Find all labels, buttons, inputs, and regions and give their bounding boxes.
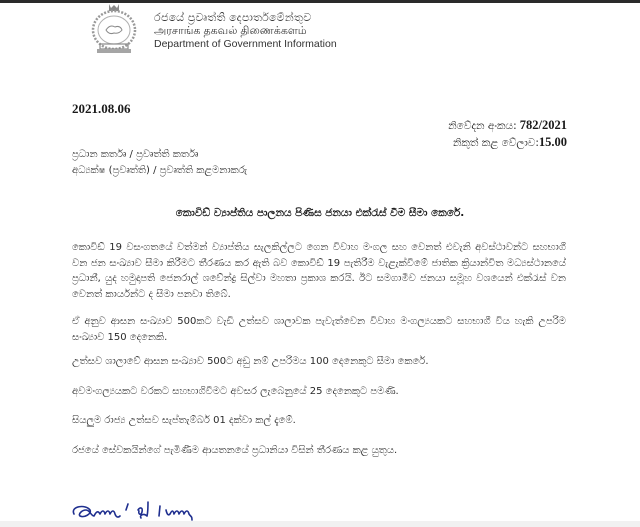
body-paragraph: කොවිඩ් 19 වසංගතයේ වත්මන් ව්‍යාප්තිය සැලකිල්ලට ගෙන විවාහ මංගල සහ වෙනත් එවැනි අවස්ථාවන්ට සහභාගී වන ජන සංඛ්‍යාව සීමා කිරීමට තීරණය කර ඇති බව කොවිඩ් 19 පැතිරීම වැළැක්වීමේ ජාතික ක්‍රියාන්විත මධ්‍යස්ථානයේ ප්‍රධානී, යුද හමුදාපති ජෙනරාල් ශවේන්ද්‍ර සිල්වා මහතා ප්‍රකාශ කරයි. ඊට සමගාමීව ජනයා සමූහ වශයෙන් එක්රැස් වන වෙනත් කාර්යන්ට ද සීමා පනවා තිබේ. [72, 242, 566, 300]
release-date: 2021.08.06 [72, 101, 131, 116]
body-paragraph: උත්සව ශාලාවේ ආසන සංඛ්‍යාව 500ට අඩු නම් උපරිමය 100 දෙනෙකුට සීමා කෙරේ. [72, 356, 429, 367]
letterhead [88, 2, 388, 58]
document-body [72, 240, 566, 472]
body-paragraph: සියලුම රාජ්‍ය උත්සව සැප්තැම්බර් 01 දක්වා කල් දැමේ. [72, 415, 296, 426]
scan-edge [0, 521, 640, 527]
addressee-line: ප්‍රධාන කර්තෘ / ප්‍රවෘත්ති කර්තෘ [72, 149, 199, 160]
body-paragraph: අවමංගල්‍යයකට වරකට සහභාගිවීමට අවසර ලැබෙනුයේ 25 දෙනෙකුට පමණි. [72, 385, 399, 397]
release-time-line [448, 134, 567, 151]
body-paragraph: රජයේ සේවකයින්ගේ පැමිණීම ආයතනයේ ප්‍රධානියා විසින් තීරණය කළ යුතුය. [72, 444, 398, 456]
release-number-value: 782/2021 [519, 118, 567, 132]
release-number-line [448, 117, 567, 134]
dept-name-sinhala: රජයේ ප්‍රවෘත්ති දෙපාර්තමේන්තුව [154, 12, 312, 24]
addressee-line: අධ්‍යක්ෂ (ප්‍රවෘත්ති) / ප්‍රවෘත්ති කළමනාකරු [72, 165, 248, 176]
release-time-label: නිකුත් කළ වේලාව: [452, 137, 539, 149]
document-title: කොවිඩ් ව්‍යාප්තිය පාලනය පිණිස ජනයා එක්රැස් වීම සීමා කෙරේ. [175, 207, 465, 219]
release-number-label: නිවේදන අංකය: [448, 120, 517, 132]
release-time-value: 15.00 [538, 135, 567, 149]
addressees [72, 147, 247, 179]
body-paragraph: ඒ අනුව ආසන සංඛ්‍යාව 500කට වැඩි උත්සව ශාලාවක පැවැත්වෙන විවාහ මංගල්‍යයකට සහභාගී විය හැකි උපරිම සංඛ්‍යාව 150 දෙනෙකි. [72, 316, 566, 343]
dept-name-tamil: அரசாங்க தகவல் திணைக்களம் [154, 25, 307, 37]
reference-block [448, 117, 567, 151]
sri-lanka-government-emblem-icon [88, 2, 140, 56]
dept-name-english: Department of Government Information [154, 38, 337, 50]
